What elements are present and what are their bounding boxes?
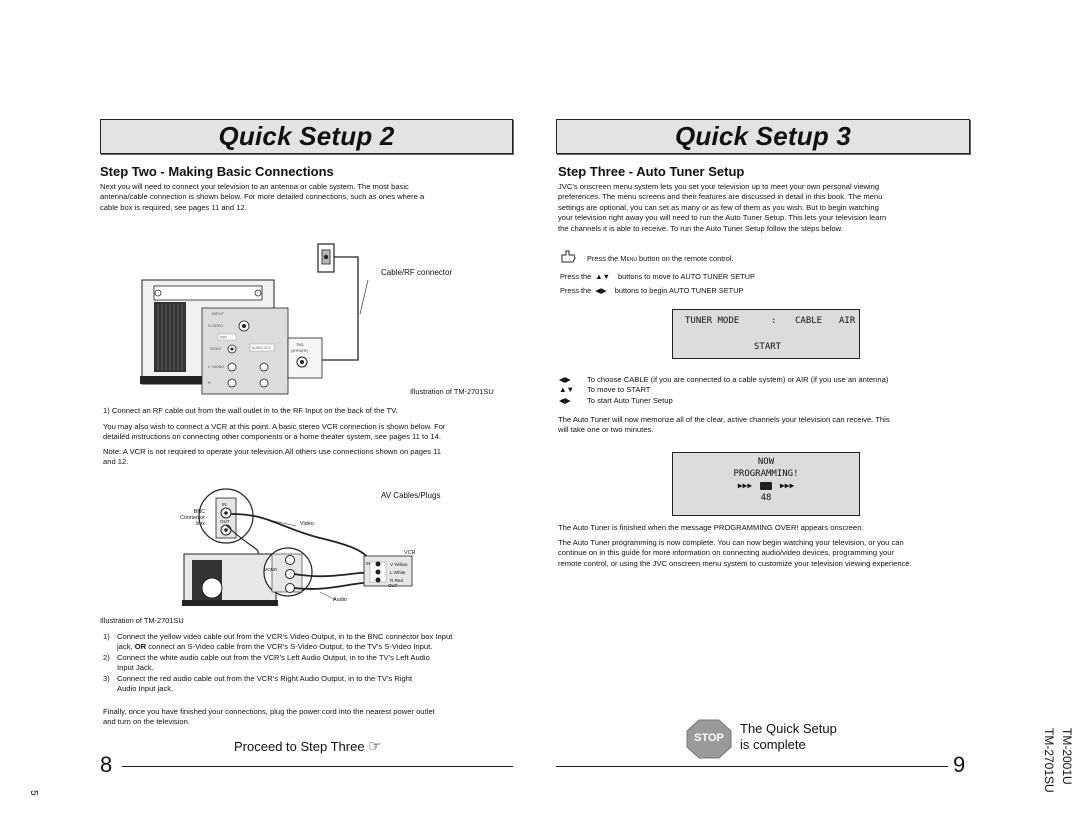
right-memorize: The Auto Tuner will now memorize all of the clear, active channels your television can receive. This will take one or two minutes. [558, 415, 890, 435]
up-down-arrows-icon: ▲▼ [595, 272, 610, 281]
right-intro: JVC’s onscreen menu system lets you set your television up to meet your own personal viewing preferences. The menu screens and their features are discussed in detail in this book. The menu settings are optional, you can set as many or as few of them as you wish. But to begin watching your television right away you will need to run the Auto Tuner Setup. This lets your television learn the channels it is able to receive. To run the Auto Tuner Setup follow the steps below. [558, 182, 887, 233]
left-title: Quick Setup 2 [218, 121, 395, 151]
illustration-caption-1: Illustration of TM-2701SU [410, 387, 494, 396]
channel-number: 48 [760, 493, 772, 503]
svg-text:(VHF/UHF): (VHF/UHF) [291, 349, 308, 353]
press-menu-instruction: Press the Menu button on the remote control. [587, 254, 734, 263]
bnc-out-label: OUT [220, 519, 230, 524]
yellow-label: V Yellow [390, 562, 408, 567]
video-cable-label: Video [300, 521, 314, 527]
list-item: ◀▶ To choose CABLE (if you are connected to a cable system) or AIR (if you use an antenna) [559, 375, 889, 384]
vcr-connection-diagram [160, 488, 450, 610]
vcr-label: VCR [404, 550, 416, 556]
right-bullets [559, 375, 989, 406]
svg-text:AUDIO OUT: AUDIO OUT [252, 346, 271, 350]
right-heading: Step Three - Auto Tuner Setup [558, 164, 745, 179]
proceed-link[interactable]: Proceed to Step Three ☞ [234, 738, 382, 755]
model-number-1: TM-2001U [1060, 728, 1074, 785]
cable-option[interactable]: CABLE [795, 316, 823, 326]
av-cables-label: AV Cables/Plugs [381, 491, 441, 500]
list-item: 1) Connect the yellow video cable out from the VCR’s Video Output, in to the BNC connector box Input [103, 632, 453, 641]
stop-sign-text: STOP [694, 732, 724, 744]
list-item: ◀▶ To start Auto Tuner Setup [559, 395, 673, 405]
now-text: NOW [757, 457, 775, 467]
list-item: Input Jack. [117, 663, 154, 673]
white-label: L White [390, 570, 406, 575]
tuner-mode-label: TUNER MODE [685, 316, 740, 326]
red-label: R Red [390, 578, 404, 583]
list-item: jack, OR connect an S-Video cable from the VCR’s S-Video Output, to the TV’s S-Video Input. [117, 642, 433, 652]
tv-icon [760, 482, 772, 490]
svg-text:VIDEO: VIDEO [210, 347, 222, 351]
left-right-arrows-icon: ◀▶ [559, 395, 571, 405]
svg-text:75Ω: 75Ω [296, 342, 304, 347]
page-number-right: 9 [953, 752, 966, 777]
right-complete-text: The Auto Tuner programming is now complete. You can now begin watching your television, or you can continue on in this guide for more information on connecting audio/video devices, programming your remote control, or using the JVC onscreen menu system to customize your television viewing experience. [558, 538, 912, 568]
cable-rf-label: Cable/RF connector [381, 268, 453, 277]
left-right-arrows-icon: ◀▶ [559, 375, 571, 384]
arrows-icon: ▶▶▶ [737, 481, 753, 490]
quick-setup-complete-line1: The Quick Setup [740, 721, 837, 736]
right-title: Quick Setup 3 [675, 121, 851, 151]
press-updown-instruction: Press the ▲▼ buttons to move to AUTO TUNER SETUP [560, 272, 755, 281]
left-finally: Finally, once you have finished your connections, plug the power cord into the nearest power outlet and turn on the television. [103, 707, 435, 727]
remote-hand-icon [560, 249, 578, 265]
list-item: Audio Input jack. [117, 684, 174, 694]
vcr-out-label: OUT [388, 583, 398, 588]
left-right-arrows-icon: ◀▶ [595, 286, 607, 295]
right-footer-rule [556, 766, 948, 767]
illustration-caption-2: Illustration of TM-2701SU [100, 616, 184, 625]
programming-text: PROGRAMMING! [733, 469, 799, 479]
left-heading: Step Two - Making Basic Connections [100, 164, 334, 179]
svg-text:V/IN: V/IN [220, 335, 227, 340]
list-item: 3) Connect the red audio cable out from the VCR’s Right Audio Output, in to the TV’s Right [103, 673, 413, 683]
left-vcr-note: You may also wish to connect a VCR at this point. A basic stereo VCR connection is shown below. For detailed instructions on connecting other components or a home theater system, see pages 11 to 14. [103, 422, 446, 442]
left-intro: Next you will need to connect your television to an antenna or cable system. The most basic antenna/cable connection is shown below. For more detailed connections, such as ones where a cable box is required, see pages 11 and 12. [100, 182, 425, 212]
right-finished: The Auto Tuner is finished when the message PROGRAMMING OVER! appears onscreen. [558, 523, 864, 532]
left-note: Note: A VCR is not required to operate your television.All others use connections shown on pages 11 and 12. [103, 447, 441, 467]
bnc-in-label: IN [222, 502, 227, 507]
tv-antenna-connection-diagram [130, 238, 530, 398]
svg-text:R: R [208, 381, 211, 385]
svg-text:INPUT: INPUT [212, 311, 224, 316]
left-footer-rule [122, 766, 513, 767]
list-item: ▲▼ To move to START [559, 385, 651, 395]
press-leftright-instruction: Press the ◀▶ buttons to begin AUTO TUNER SETUP [560, 286, 744, 295]
left-step-rf: 1) Connect an RF cable out from the wall outlet in to the RF Input on the back of the TV. [103, 406, 398, 415]
page-number-left: 8 [100, 752, 113, 777]
programming-progress [673, 481, 859, 490]
tuner-mode-colon: : [771, 316, 777, 326]
left-title-banner [100, 119, 513, 154]
vcr-in-label: IN [366, 561, 371, 566]
up-down-arrows-icon: ▲▼ [559, 385, 575, 395]
model-number-2: TM-2701SU [1042, 728, 1056, 793]
start-option[interactable]: START [754, 342, 782, 352]
right-title-banner [556, 119, 970, 154]
audio-cable-label: Audio [333, 597, 347, 603]
programming-screen [672, 452, 860, 516]
left-steps [103, 632, 533, 694]
bnc-label: BNC Connector box [180, 509, 205, 527]
corner-page-number: 5 [28, 790, 39, 796]
svg-text:S-VIDEO: S-VIDEO [208, 324, 223, 328]
quick-setup-complete-line2: is complete [740, 737, 806, 752]
tuner-mode-screen [672, 309, 860, 359]
svg-text:L / MONO: L / MONO [208, 365, 225, 369]
air-option[interactable]: AIR [839, 316, 856, 326]
pointing-hand-icon: ☞ [368, 738, 382, 755]
arrows-icon: ▶▶▶ [779, 481, 795, 490]
list-item: 2) Connect the white audio cable out from the VCR’s Left Audio Output, in to the TV’s Left Audio [103, 652, 430, 662]
mono-label: MONO [264, 567, 278, 572]
